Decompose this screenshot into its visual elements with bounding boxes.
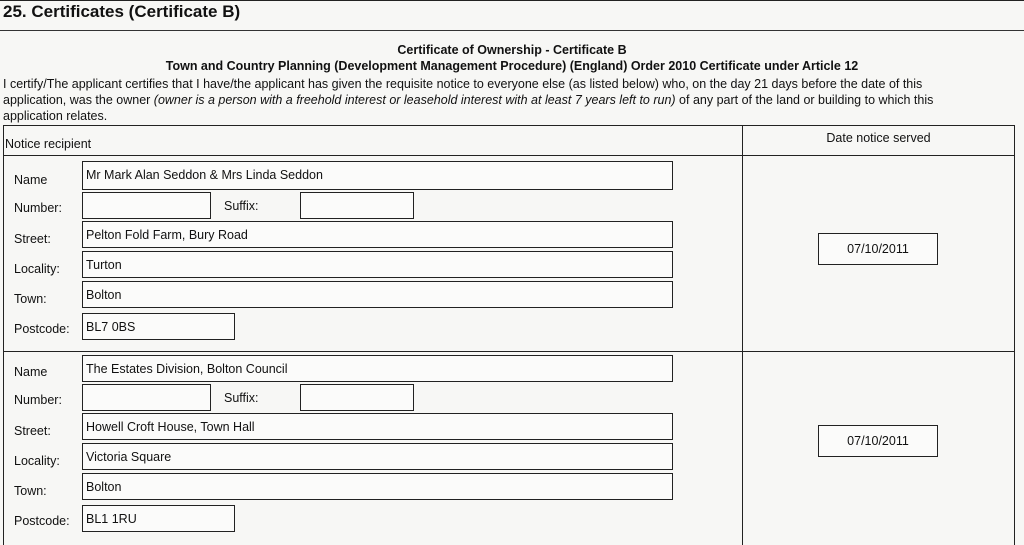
certificate-heading: Certificate of Ownership - Certificate B (397, 43, 627, 57)
recipient-1-date-served-field[interactable]: 07/10/2011 (818, 233, 938, 265)
number-label: Number: (14, 393, 62, 407)
recipient-1-suffix-field[interactable] (300, 192, 414, 219)
statement-line-1: I certify/The applicant certifies that I have/the applicant has given the requisite notice to everyone else (as listed below) who, on the day 21 days before the date of this (3, 77, 923, 91)
name-label: Name (14, 365, 48, 379)
section-title: 25. Certificates (Certificate B) (3, 2, 241, 21)
street-label: Street: (14, 424, 51, 438)
table-column-divider (742, 125, 743, 545)
name-label: Name (14, 173, 48, 187)
town-label: Town: (14, 292, 47, 306)
recipient-1-name-field[interactable]: Mr Mark Alan Seddon & Mrs Linda Seddon (82, 161, 673, 190)
column-header-recipient: Notice recipient (5, 137, 92, 151)
locality-label: Locality: (14, 262, 60, 276)
suffix-label: Suffix: (224, 199, 259, 213)
number-label: Number: (14, 201, 62, 215)
statement-line-3: application relates. (3, 109, 108, 123)
table-row-divider (3, 351, 1015, 352)
recipient-1-number-field[interactable] (82, 192, 211, 219)
postcode-label: Postcode: (14, 514, 70, 528)
top-border (0, 0, 1024, 1)
recipient-2-street-field[interactable]: Howell Croft House, Town Hall (82, 413, 673, 440)
locality-label: Locality: (14, 454, 60, 468)
recipient-2-postcode-field[interactable]: BL1 1RU (82, 505, 235, 532)
recipient-1-town-field[interactable]: Bolton (82, 281, 673, 308)
statement-line-2: application, was the owner (owner is a person with a freehold interest or leasehold interest with at least 7 years left to run) of any part of the land or building to which this (3, 93, 934, 107)
title-divider (0, 30, 1024, 31)
postcode-label: Postcode: (14, 322, 70, 336)
certificate-subheading: Town and Country Planning (Development Management Procedure) (England) Order 2010 Certificate under Article 12 (165, 59, 859, 73)
table-header-divider (3, 155, 1015, 156)
recipient-2-number-field[interactable] (82, 384, 211, 411)
suffix-label: Suffix: (224, 391, 259, 405)
recipient-2-date-served-field[interactable]: 07/10/2011 (818, 425, 938, 457)
street-label: Street: (14, 232, 51, 246)
column-header-date: Date notice served (826, 131, 931, 145)
recipient-1-locality-field[interactable]: Turton (82, 251, 673, 278)
recipient-1-postcode-field[interactable]: BL7 0BS (82, 313, 235, 340)
recipient-2-town-field[interactable]: Bolton (82, 473, 673, 500)
recipient-1-street-field[interactable]: Pelton Fold Farm, Bury Road (82, 221, 673, 248)
recipient-2-locality-field[interactable]: Victoria Square (82, 443, 673, 470)
recipient-2-name-field[interactable]: The Estates Division, Bolton Council (82, 355, 673, 382)
certificate-statement (3, 76, 1013, 124)
recipient-2-suffix-field[interactable] (300, 384, 414, 411)
town-label: Town: (14, 484, 47, 498)
